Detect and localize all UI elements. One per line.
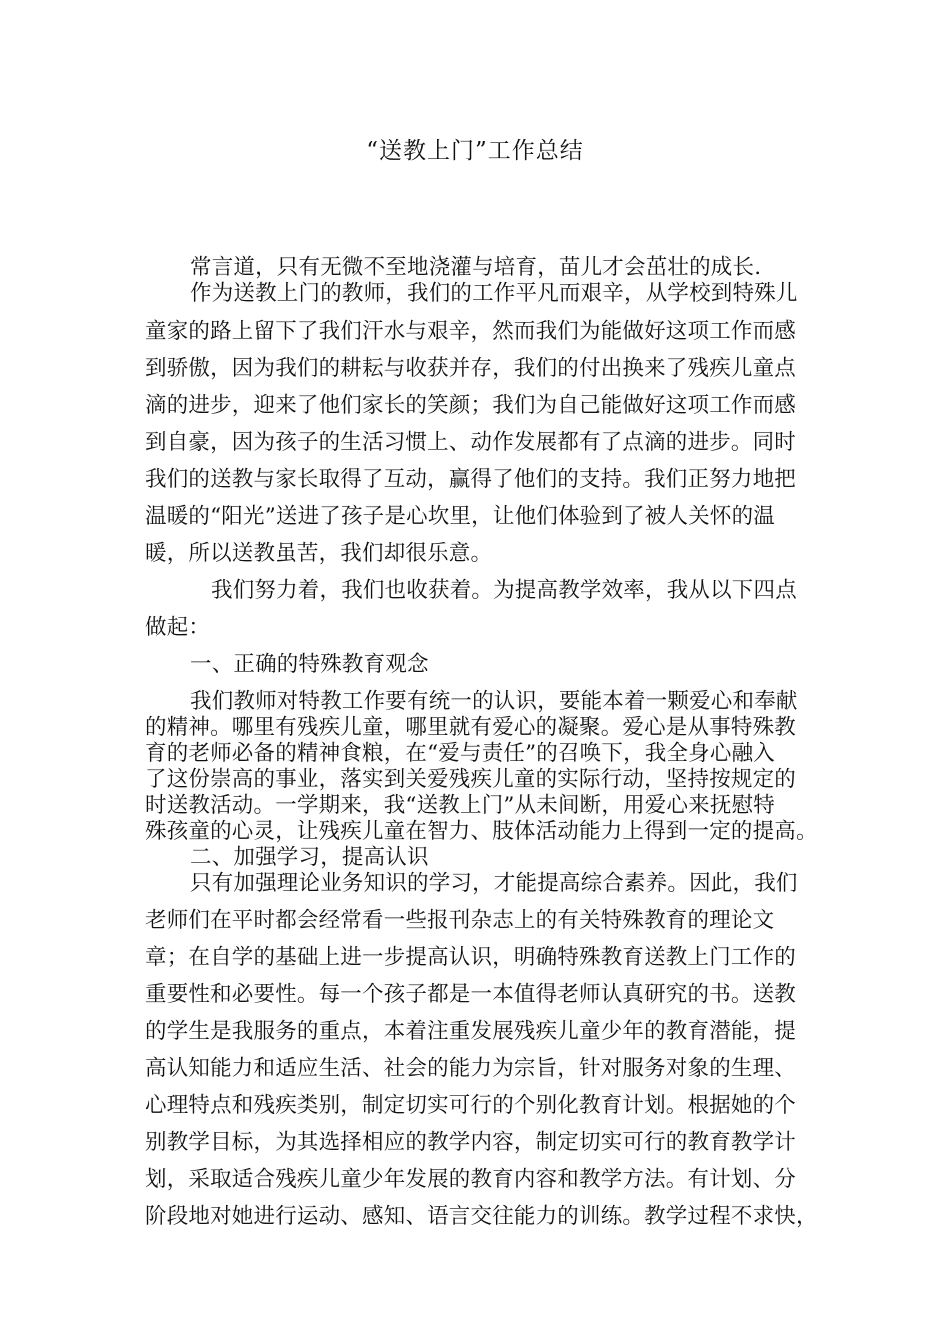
paragraph-line: 重要性和必要性。每一个孩子都是一本值得老师认真研究的书。送教 (145, 982, 797, 1007)
paragraph-line: 作为送教上门的教师，我们的工作平凡而艰辛，从学校到特殊儿 (190, 281, 798, 306)
paragraph-line: 只有加强理论业务知识的学习，才能提高综合素养。因此，我们 (190, 871, 798, 896)
paragraph-line: 的精神。哪里有残疾儿童，哪里就有爱心的凝聚。爱心是从事特殊教 (145, 715, 797, 740)
section-heading: 一、正确的特殊教育观念 (190, 652, 429, 677)
paragraph-line: 我们努力着，我们也收获着。为提高教学效率，我从以下四点 (211, 578, 797, 603)
paragraph-line: 高认知能力和适应生活、社会的能力为宗旨，针对服务对象的生理、 (145, 1056, 797, 1081)
paragraph-line: 别教学目标，为其选择相应的教学内容，制定切实可行的教育教学计 (145, 1130, 797, 1155)
paragraph-line: 殊孩童的心灵，让残疾儿童在智力、肢体活动能力上得到一定的提高。 (145, 819, 818, 844)
paragraph-line: 滴的进步，迎来了他们家长的笑颜；我们为自己能做好这项工作而感 (145, 393, 797, 418)
paragraph-line: 时送教活动。一学期来，我“送教上门”从未间断，用爱心来抚慰特 (145, 793, 775, 818)
paragraph-line: 我们教师对特教工作要有统一的认识，要能本着一颗爱心和奉献 (190, 689, 798, 714)
paragraph-line: 童家的路上留下了我们汗水与艰辛，然而我们为能做好这项工作而感 (145, 319, 797, 344)
paragraph-line: 常言道，只有无微不至地浇灌与培育，苗儿才会茁壮的成长. (190, 255, 762, 280)
paragraph-line: 温暖的“阳光”送进了孩子是心坎里，让他们体验到了被人关怀的温 (145, 504, 775, 529)
paragraph-line: 我们的送教与家长取得了互动，赢得了他们的支持。我们正努力地把 (145, 467, 797, 492)
paragraph-line: 暖，所以送教虽苦，我们却很乐意。 (145, 541, 493, 566)
paragraph-line: 了这份崇高的事业，落实到关爱残疾儿童的实际行动，坚持按规定的 (145, 767, 797, 792)
paragraph-line: 做起： (145, 615, 211, 640)
document-title: “送教上门”工作总结 (366, 138, 584, 164)
paragraph-line: 育的老师必备的精神食粮，在“爱与责任”的召唤下，我全身心融入 (145, 741, 775, 766)
paragraph-line: 心理特点和残疾类别，制定切实可行的个别化教育计划。根据她的个 (145, 1093, 797, 1118)
section-heading: 二、加强学习，提高认识 (190, 845, 429, 870)
paragraph-line: 划，采取适合残疾儿童少年发展的教育内容和教学方法。有计划、分 (145, 1167, 797, 1192)
paragraph-line: 的学生是我服务的重点，本着注重发展残疾儿童少年的教育潜能，提 (145, 1019, 797, 1044)
paragraph-line: 老师们在平时都会经常看一些报刊杂志上的有关特殊教育的理论文 (145, 908, 775, 933)
paragraph-line: 到自豪，因为孩子的生活习惯上、动作发展都有了点滴的进步。同时 (145, 430, 797, 455)
paragraph-line: 阶段地对她进行运动、感知、语言交往能力的训练。教学过程不求快， (145, 1204, 818, 1229)
paragraph-line: 到骄傲，因为我们的耕耘与收获并存，我们的付出换来了残疾儿童点 (145, 356, 797, 381)
paragraph-line: 章；在自学的基础上进一步提高认识，明确特殊教育送教上门工作的 (145, 945, 797, 970)
